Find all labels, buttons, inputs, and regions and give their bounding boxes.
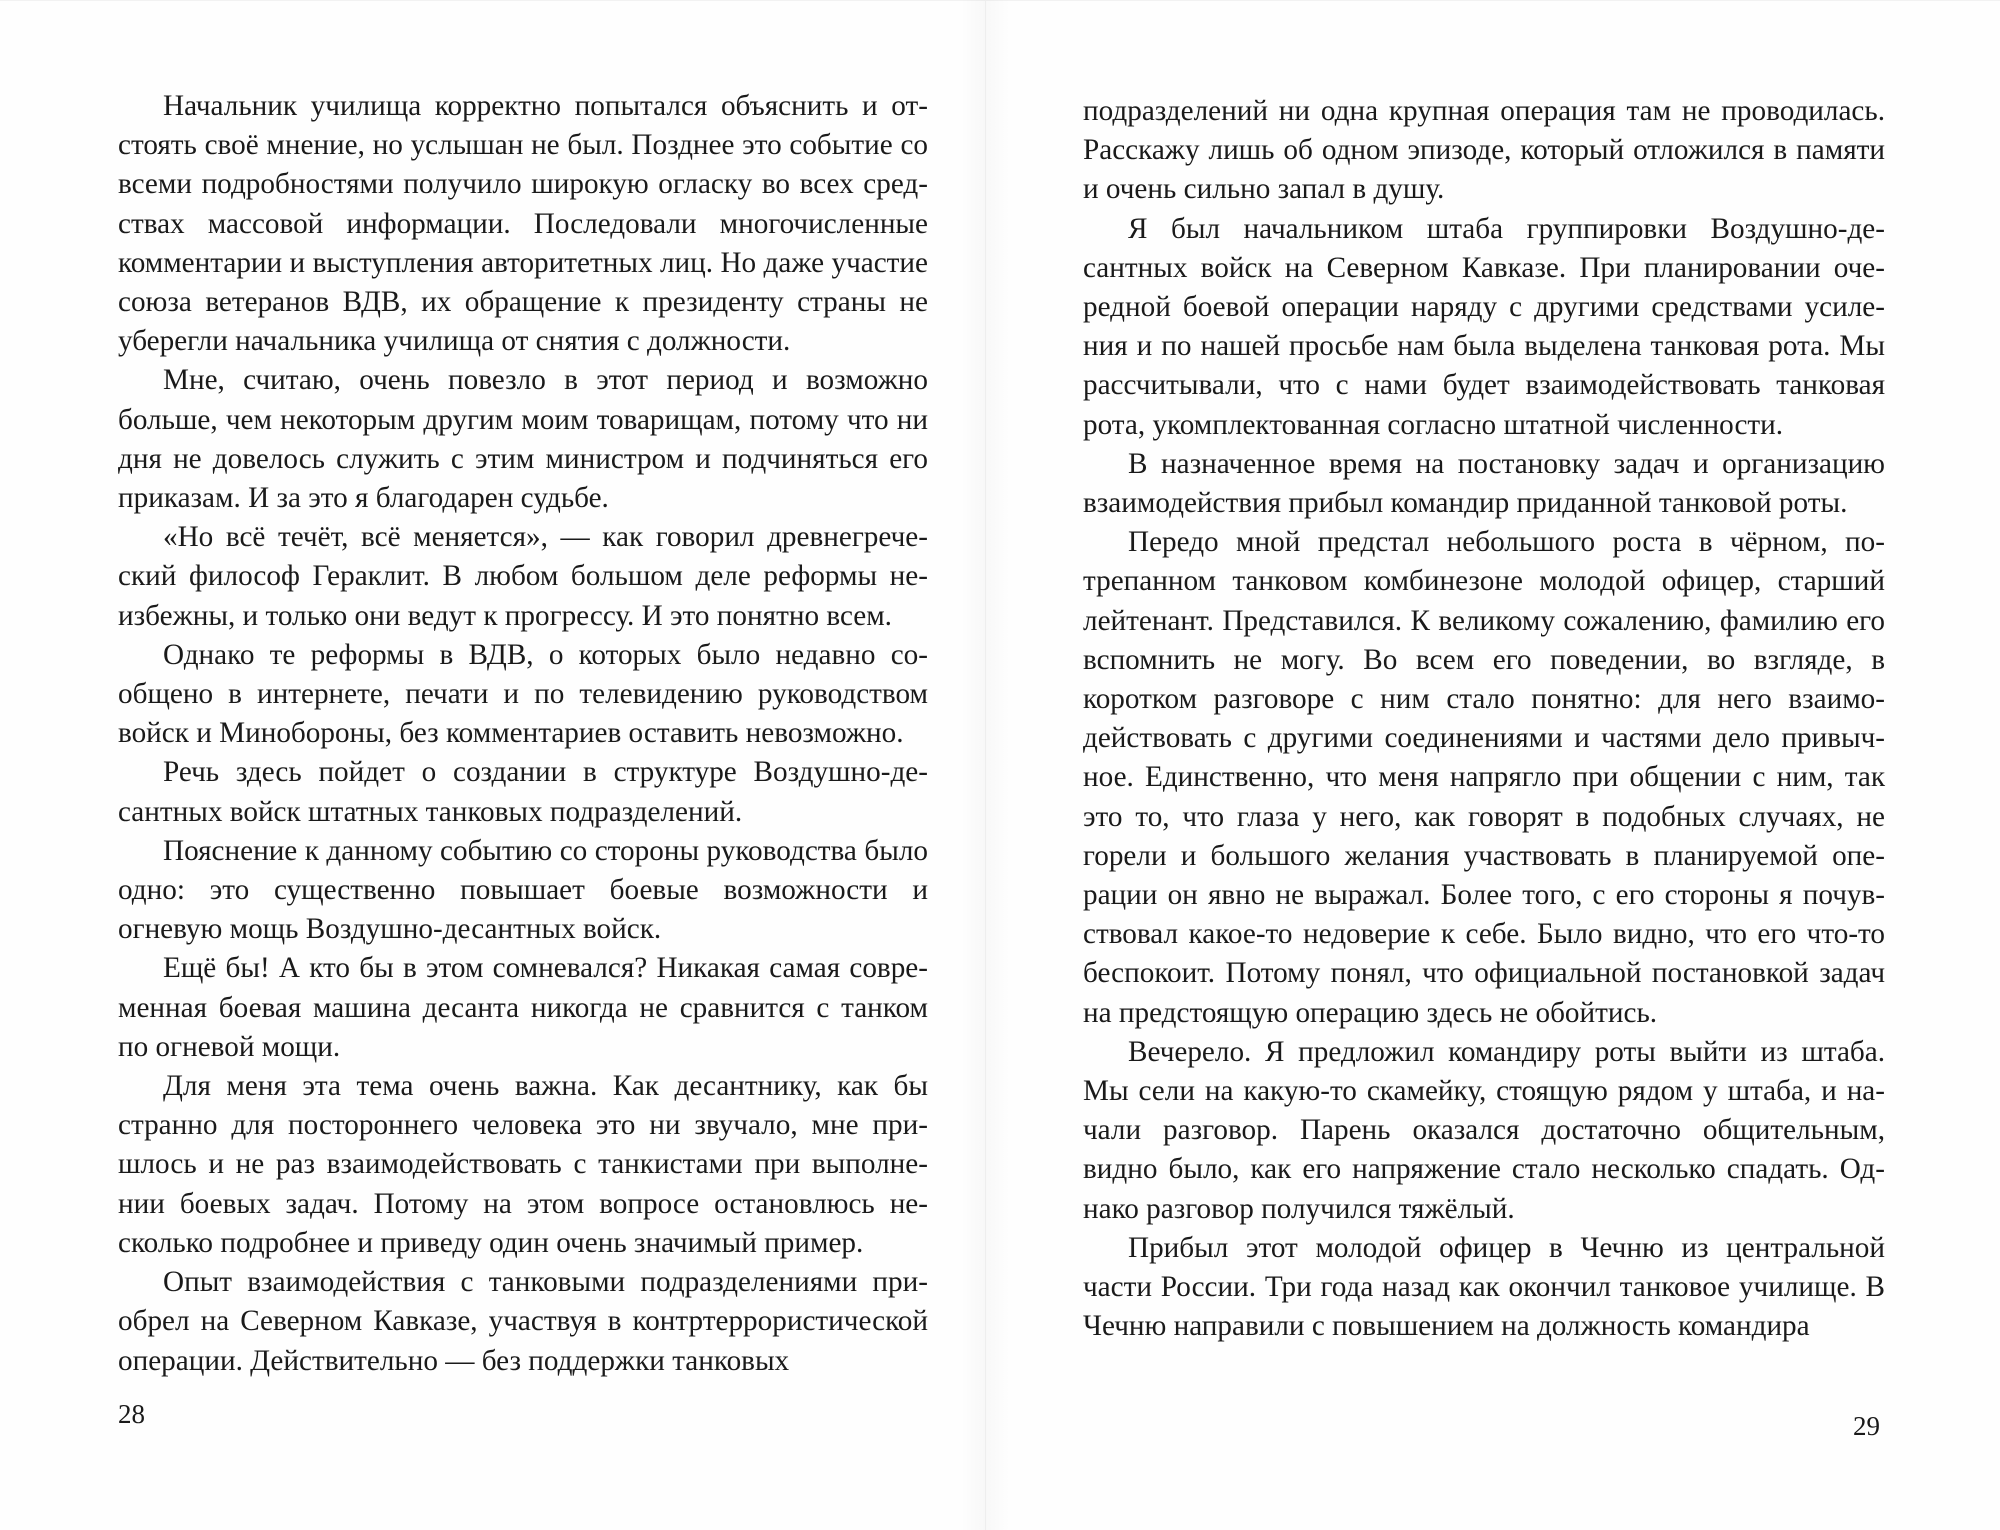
paragraph: Для меня эта тема очень важна. Как десантнику, как бы странно для постороннего человека это ни звучало, мне пришлось и не раз взаимодействовать с танкистами при выполнении боевых задач. Потому на этом вопросе остановлюсь несколько подробнее и приведу один очень значимый пример. [118, 1070, 928, 1259]
paragraph: Я был начальником штаба группировки Воздушно-десантных войск на Северном Кавказе. При планировании очередной боевой операции наряду с другими средствами усиления и по нашей просьбе нам была выделена танковая рота. Мы рассчитывали, что с нами будет взаимодействовать танковая рота, укомплектованная согласно штатной численности. [1083, 212, 1885, 441]
paragraph: Передо мной предстал небольшого роста в чёрном, потрепанном танковом комбинезоне молодой офицер, старший лейтенант. Представился. К великому сожалению, фамилию его вспомнить не могу. Во всем его поведении, во взгляде, в коротком разговоре с ним стало понятно: для него взаимодействовать с другими соединениями и частями дело привычное. Единственно, что меня напрягло при общении с ним, так это то, что глаза у него, как говорят в подобных случаях, не горели и большого желания участвовать в планируемой операции он явно не выражал. Более того, с его стороны я почувствовал какое-то недоверие к себе. Было видно, что его что-то беспокоит. Потому понял, что официальной постановкой задач на предстоящую операцию здесь не обойтись. [1083, 526, 1885, 1029]
left-page [0, 0, 985, 1530]
paragraph: «Но всё течёт, всё меняется», — как говорил древнегреческий философ Гераклит. В любом большом деле реформы неизбежны, и только они ведут к прогрессу. И это понятно всем. [118, 521, 928, 632]
left-page-text [118, 87, 928, 1381]
page-number-left: 28 [118, 1399, 145, 1429]
paragraph: Прибыл этот молодой офицер в Чечню из центральной части России. Три года назад как окончил танковое училище. В Чечню направили с повышением на должность командира [1083, 1231, 1885, 1343]
page-number-right: 29 [1853, 1411, 1880, 1441]
paragraph: Пояснение к данному событию со стороны руководства было одно: это существенно повышает боевые возможности и огневую мощь Воздушно-десантных войск. [118, 834, 928, 946]
paragraph: Мне, считаю, очень повезло в этот период и возможно больше, чем некоторым другим моим товарищам, потому что ни дня не довелось служить с этим министром и подчиняться его приказам. И за это я благодарен судьбе. [118, 364, 928, 515]
paragraph: Речь здесь пойдет о создании в структуре Воздушно-десантных войск штатных танковых подразделений. [118, 756, 928, 828]
paragraph: Ещё бы! А кто бы в этом сомневался? Никакая самая современная боевая машина десанта никогда не сравнится с танком по огневой мощи. [118, 952, 928, 1063]
right-page [985, 0, 2000, 1530]
paragraph: Однако те реформы в ВДВ, о которых было недавно сообщено в интернете, печати и по телевидению руководством войск и Минобороны, без комментариев оставить невозможно. [118, 638, 928, 750]
paragraph: В назначенное время на постановку задач и организацию взаимодействия прибыл командир приданной танковой роты. [1083, 447, 1885, 520]
book-gutter-shadow [960, 0, 1010, 1530]
right-page-text [1083, 92, 1885, 1347]
paragraph-continuation: подразделений ни одна крупная операция там не проводилась. Расскажу лишь об одном эпизоде, который отложился в памяти и очень сильно запал в душу. [1083, 95, 1885, 206]
paragraph: Начальник училища корректно попытался объяснить и отстоять своё мнение, но услышан не был. Позднее это событие со всеми подробностями получило широкую огласку во всех средствах массовой информации. Последовали многочисленные комментарии и выступления авторитетных лиц. Но даже участие союза ветеранов ВДВ, их обращение к президенту страны не уберегли начальника училища от снятия с должности. [118, 90, 928, 358]
paragraph: Опыт взаимодействия с танковыми подразделениями приобрел на Северном Кавказе, участвуя в контртеррористической операции. Действительно — без поддержки танковых [118, 1266, 928, 1377]
paragraph: Вечерело. Я предложил командиру роты выйти из штаба. Мы сели на какую-то скамейку, стоящую рядом у штаба, и начали разговор. Парень оказался достаточно общительным, видно было, как его напряжение стало несколько спадать. Однако разговор получился тяжёлый. [1083, 1035, 1885, 1225]
